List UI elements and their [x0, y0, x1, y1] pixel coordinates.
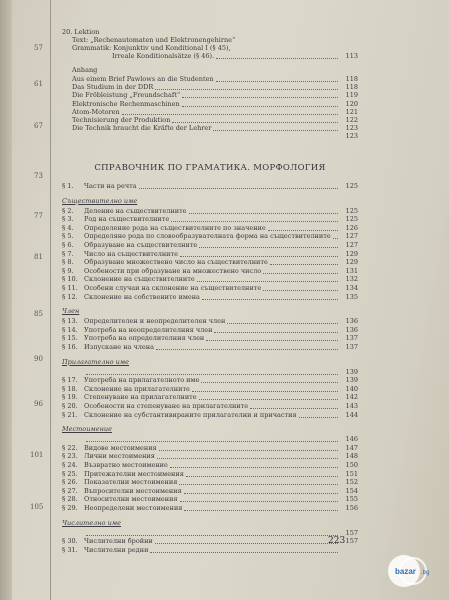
toc-entry-label: Неопределени местоимения: [84, 504, 183, 512]
anhang-item-page: 122: [345, 116, 358, 124]
toc-row: [62, 182, 358, 191]
margin-number: 73: [34, 172, 43, 180]
leader-dots: [186, 470, 338, 477]
toc-entry-page: 140: [345, 384, 358, 393]
toc-entry-label: Числителни редни: [84, 545, 149, 554]
category-label: Числително име: [62, 518, 122, 527]
leader-dots: [86, 529, 338, 536]
toc-entry-page: 129: [345, 249, 358, 258]
section-number: § 7.: [62, 249, 74, 258]
watermark-tld: .bg: [421, 570, 430, 576]
leader-dots: [172, 116, 338, 123]
text-line: Text: „Rechenautomaten und Elektronengehirne“: [72, 36, 236, 44]
leader-dots: [156, 343, 338, 350]
section-number: § 4.: [62, 223, 74, 232]
grammar-row-2: [72, 52, 358, 61]
leader-dots: [202, 293, 338, 300]
toc-entry-page: 134: [345, 284, 358, 292]
toc-entry-page: 139: [345, 367, 358, 376]
lection-label: 20. Lektion: [62, 28, 100, 36]
leader-dots: [171, 215, 338, 222]
toc-row: [62, 504, 358, 513]
section-number: § 14.: [62, 325, 78, 334]
section-number: § 26.: [62, 478, 78, 487]
toc-entry-label: Склонение на прилагателните: [84, 384, 190, 393]
anhang-item-page: 119: [345, 91, 358, 100]
toc-row: [62, 343, 358, 352]
toc-entry-label: Особености на степенуване на прилагателните: [84, 402, 249, 410]
margin-number: 67: [34, 122, 43, 130]
section-number: § 28.: [62, 495, 78, 504]
margin-number: 96: [34, 400, 43, 408]
section-number: § 8.: [62, 258, 74, 267]
toc-entry-page: 136: [345, 325, 358, 334]
leader-dots: [227, 317, 338, 324]
leader-dots: [86, 435, 338, 442]
page-number: 223: [328, 536, 346, 546]
leader-dots: [155, 537, 338, 544]
section-number: § 12.: [62, 292, 78, 301]
section-number: § 11.: [62, 284, 78, 292]
toc-entry-label: Употреба на определителния член: [84, 334, 205, 343]
anhang-item-page: 118: [345, 75, 358, 83]
leader-dots: [157, 452, 338, 459]
leader-dots: [216, 52, 338, 59]
toc-entry-label: Относителни местоимения: [84, 495, 178, 504]
margin-number: 81: [34, 253, 43, 261]
section-number: § 3.: [62, 215, 74, 224]
toc-entry-page: 152: [345, 478, 358, 487]
toc-entry-page: 157: [345, 537, 358, 546]
toc-entry-page: 150: [345, 461, 358, 469]
toc-entry-label: Склонение на съществителните: [84, 275, 195, 284]
toc-entry-page: [340, 546, 358, 555]
anhang-item-label: Atom-Motoren: [72, 107, 120, 116]
grammar-page: 113: [345, 52, 358, 60]
toc-entry-label: Степенуване на прилагателните: [84, 393, 197, 402]
toc-entry-label: Образуване на съществителните: [84, 241, 198, 249]
leader-dots: [180, 495, 339, 502]
section-number: § 21.: [62, 410, 78, 419]
watermark-logo: [387, 553, 439, 589]
margin-number: 61: [34, 80, 43, 88]
leader-dots: [206, 334, 338, 341]
toc-entry-page: 143: [345, 402, 358, 410]
anhang-item-label: Die Fröbleistung „Freundschaft“: [72, 91, 181, 100]
leader-dots: [139, 182, 338, 189]
section-number: § 1.: [62, 182, 74, 190]
toc-entry-page: 125: [345, 182, 358, 190]
section-number: § 5.: [62, 232, 74, 241]
section-number: § 24.: [62, 461, 78, 469]
grammar-line-2: Irreale Konditionalsätze (§ 46).: [112, 52, 215, 60]
category-label: Прилагателно име: [62, 357, 130, 366]
toc-entry-label: Деление на съществителните: [84, 206, 187, 215]
toc-entry-label: Притежателни местоимения: [84, 469, 184, 478]
section-number: § 20.: [62, 402, 78, 410]
toc-entry-page: 125: [345, 215, 358, 224]
margin-number: 105: [30, 503, 44, 511]
leader-dots: [122, 108, 338, 115]
category-label: Съществително име: [62, 196, 138, 205]
leader-dots: [263, 267, 338, 274]
toc-entry-label: Употреба на неопределителния член: [84, 325, 213, 334]
section-number: § 13.: [62, 317, 78, 326]
section-number: § 6.: [62, 241, 74, 249]
watermark-text: bazar: [395, 567, 416, 576]
anhang-label: Anhang: [72, 66, 98, 74]
margin-number: 57: [34, 44, 43, 52]
section-number: § 16.: [62, 343, 78, 351]
anhang-row: [72, 66, 358, 75]
toc-entry-page: 139: [345, 376, 358, 385]
toc-entry-page: 126: [345, 223, 358, 232]
section-number: § 29.: [62, 504, 78, 512]
toc-entry-label: Определение рода на съществителните по значение: [84, 223, 266, 232]
leader-dots: [155, 83, 338, 90]
toc-row: [62, 546, 358, 555]
leader-dots: [189, 207, 338, 214]
toc-entry-label: Въпросителни местоимения: [84, 486, 182, 495]
leader-dots: [214, 326, 338, 333]
margin-number: 85: [34, 310, 43, 318]
section-number: § 27.: [62, 486, 78, 495]
anhang-item-page: 123: [345, 132, 358, 141]
toc-entry-page: 127: [345, 241, 358, 249]
section-number: § 23.: [62, 452, 78, 461]
anhang-item-label: Aus einem Brief Pawlows an die Studenten: [72, 75, 214, 83]
leader-dots: [74, 132, 338, 138]
toc-entry-page: 125: [345, 206, 358, 215]
toc-entry-page: 151: [345, 469, 358, 478]
anhang-item-label: Das Studium in der DDR: [72, 83, 154, 92]
binding-gutter: [0, 0, 12, 600]
toc-entry-page: 157: [345, 528, 358, 537]
toc-entry-label: Видове местоимения: [84, 443, 157, 452]
toc-entry-label: Склонение на субстантивираните прилагателни и причастия: [84, 410, 297, 419]
anhang-item-label: Die Technik braucht die Kräfte der Lehrer: [72, 124, 212, 133]
toc-entry-label: Число на съществителните: [84, 249, 178, 258]
leader-dots: [213, 124, 338, 131]
toc-entry-page: 136: [345, 317, 358, 326]
toc-entry-label: Употреба на прилагателното име: [84, 376, 200, 385]
toc-entry-page: 132: [345, 275, 358, 284]
toc-entry-label: Род на съществителните: [84, 215, 170, 224]
anhang-item-page: 123: [345, 124, 358, 133]
toc-entry-page: 129: [345, 258, 358, 267]
toc-entry-label: Определяне рода по словообразувателната форма на съществителните: [84, 232, 331, 241]
section-number: § 25.: [62, 469, 78, 478]
leader-dots: [182, 91, 338, 98]
leader-dots: [180, 250, 338, 257]
toc-entry-label: Особени случаи на склонение на съществителните: [84, 284, 262, 292]
toc-entry-page: 131: [345, 266, 358, 275]
leader-dots: [184, 504, 338, 511]
leader-dots: [159, 444, 338, 451]
toc-entry-page: 154: [345, 486, 358, 495]
section-number: § 30.: [62, 537, 78, 546]
toc-entry-page: 135: [345, 292, 358, 301]
toc-entry-page: 137: [345, 343, 358, 351]
toc-row: [62, 411, 358, 420]
section-number: § 19.: [62, 393, 78, 402]
toc-entry-label: Възвратно местоимение: [84, 461, 168, 469]
anhang-item-label: Elektronische Rechenmaschinen: [72, 99, 180, 108]
anhang-item-label: Technisierung der Produktion: [72, 116, 171, 124]
leader-dots: [86, 368, 338, 375]
leader-dots: [192, 385, 338, 392]
section-number: § 9.: [62, 266, 74, 275]
page-title: СПРАВОЧНИК ПО ГРАМАТИКА. МОРФОЛОГИЯ: [94, 163, 326, 173]
anhang-item: [72, 132, 358, 141]
grammar-line-1: Grammatik: Konjunktiv und Konditional I (§ 45),: [72, 44, 231, 52]
toc-entry-page: 147: [345, 443, 358, 452]
section-number: § 22.: [62, 443, 78, 452]
anhang-item-page: 120: [345, 99, 358, 108]
leader-dots: [333, 232, 338, 239]
toc-entry-page: 127: [345, 232, 358, 241]
toc-entry-page: 155: [345, 495, 358, 504]
margin-number: 90: [34, 355, 43, 363]
section-number: § 15.: [62, 334, 78, 343]
toc-entry-page: 144: [345, 410, 358, 419]
anhang-item-page: 118: [345, 83, 358, 92]
leader-dots: [250, 402, 338, 409]
leader-dots: [179, 478, 338, 485]
margin-number: 101: [30, 451, 44, 459]
section-number: § 18.: [62, 384, 78, 393]
toc-entry-label: Изпускане на члена: [84, 343, 154, 351]
margin-rule: [50, 0, 51, 600]
leader-dots: [270, 258, 338, 265]
toc-entry-label: Показателни местоимения: [84, 478, 178, 487]
toc-row: [62, 293, 358, 302]
leader-dots: [263, 284, 338, 291]
category-label: Член: [62, 307, 80, 316]
leader-dots: [299, 411, 338, 418]
section-number: § 2.: [62, 206, 74, 215]
leader-dots: [150, 546, 338, 553]
leader-dots: [199, 393, 338, 400]
section-number: § 17.: [62, 376, 78, 385]
toc-entry-page: 156: [345, 504, 358, 512]
section-number: § 31.: [62, 545, 78, 554]
toc-entry-page: 148: [345, 452, 358, 461]
leader-dots: [216, 75, 338, 82]
leader-dots: [199, 241, 338, 248]
section-number: § 10.: [62, 275, 78, 284]
leader-dots: [170, 461, 338, 468]
leader-dots: [268, 224, 338, 231]
toc-entry-page: 137: [345, 334, 358, 343]
toc-entry-label: Числителни бройни: [84, 537, 153, 546]
leader-dots: [201, 376, 338, 383]
toc-entry-label: Части на речта: [84, 182, 137, 190]
toc-entry-page: 146: [345, 435, 358, 444]
toc-entry-label: Образуване множествено число на съществителните: [84, 258, 268, 267]
category-label: Местоимение: [62, 425, 112, 434]
toc-entry-label: Особености при образуване на множествено число: [84, 266, 262, 275]
leader-dots: [182, 100, 338, 107]
margin-number: 77: [34, 212, 43, 220]
toc-entry-page: 142: [345, 393, 358, 402]
leader-dots: [197, 275, 338, 282]
toc-entry-label: Склонение на собствените имена: [84, 292, 200, 301]
leader-dots: [184, 487, 338, 494]
anhang-item-page: 121: [345, 107, 358, 116]
toc-entry-label: Определителен и неопределителен член: [84, 317, 226, 326]
toc-entry-label: Лични местоимения: [84, 452, 155, 461]
